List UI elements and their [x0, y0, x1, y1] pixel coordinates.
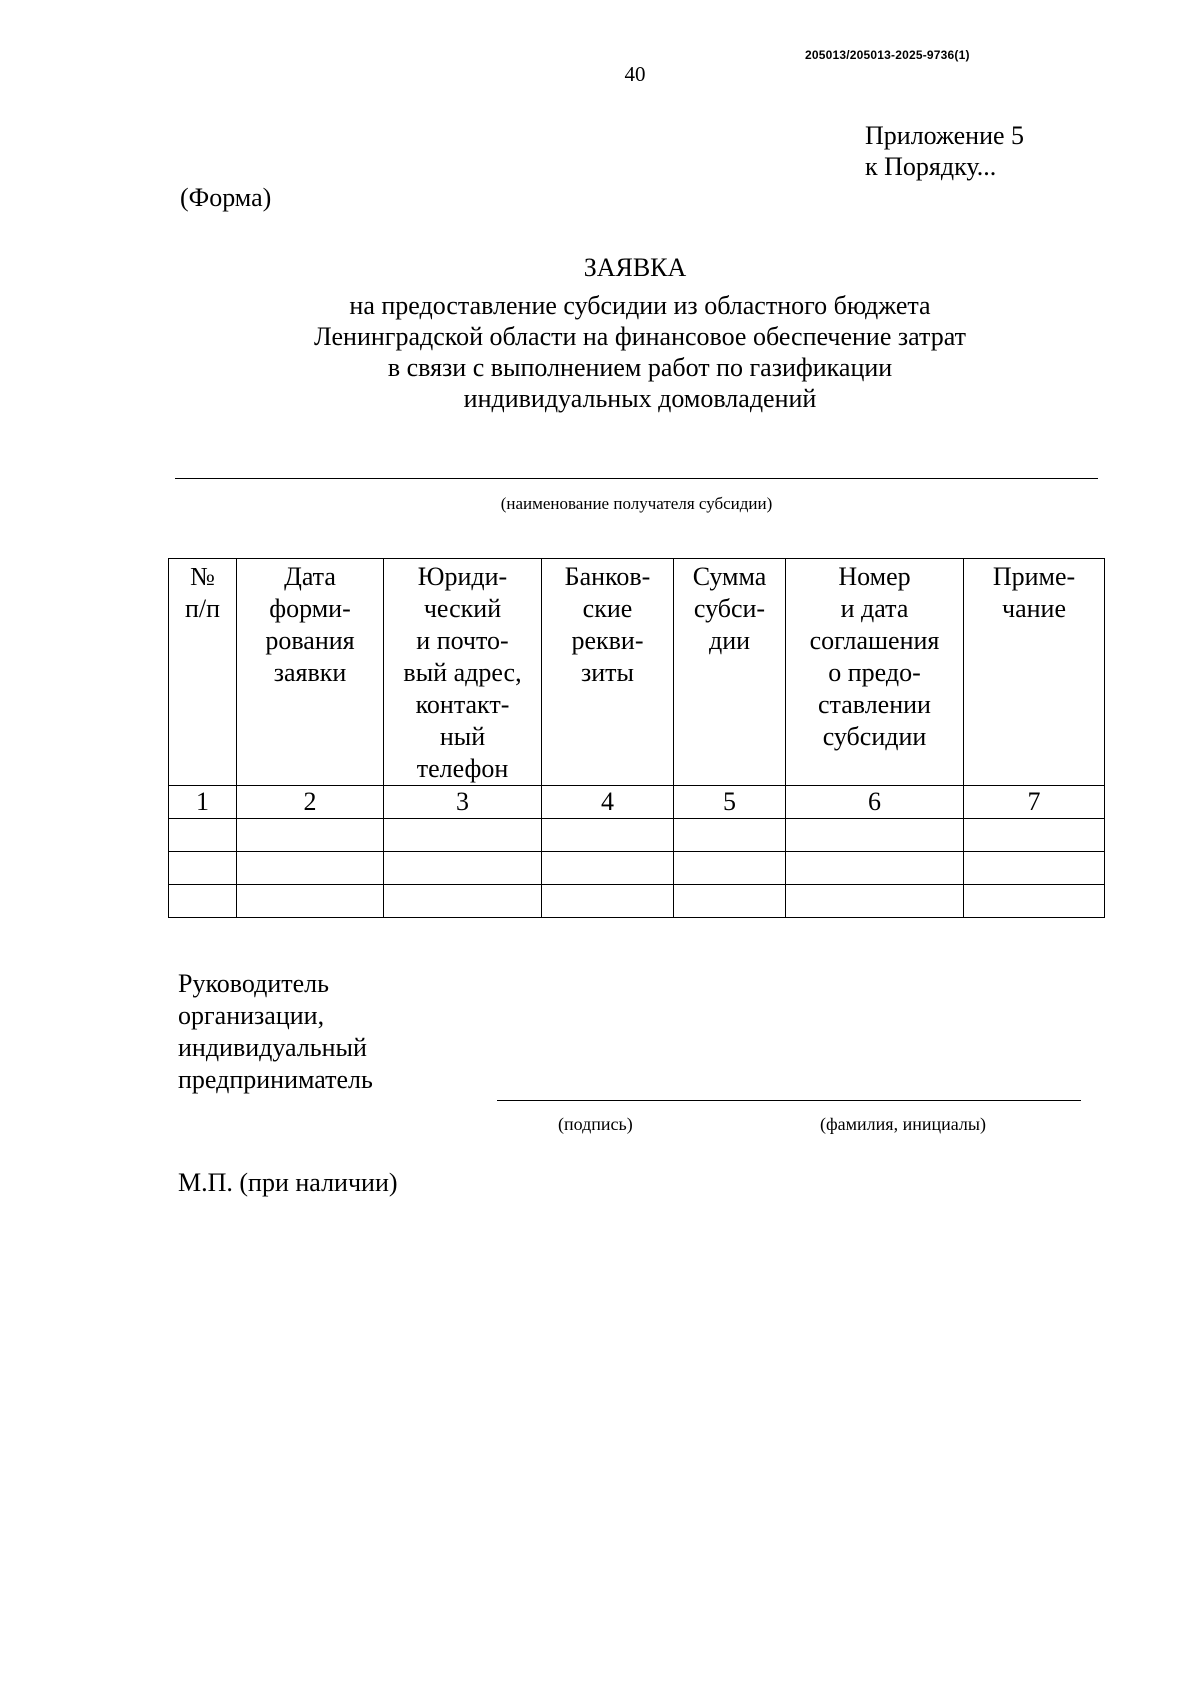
- empty-cell: [384, 819, 542, 852]
- header-line: рекви-: [571, 626, 644, 655]
- empty-cell: [674, 819, 786, 852]
- table-number-row: [169, 786, 1105, 819]
- header-line: Юриди-: [417, 562, 508, 591]
- document-subtitle: [180, 290, 1100, 414]
- empty-cell: [237, 885, 384, 918]
- header-line: о предо-: [828, 658, 921, 687]
- header-line: чание: [1002, 594, 1066, 623]
- signer-title: [178, 968, 373, 1096]
- header-cell: [237, 559, 384, 786]
- signature-caption: (подпись): [558, 1114, 633, 1134]
- header-line: Дата: [284, 562, 336, 591]
- document-id: 205013/205013-2025-9736(1): [805, 48, 970, 62]
- column-number: 7: [964, 786, 1105, 819]
- empty-cell: [542, 819, 674, 852]
- stamp-place: М.П. (при наличии): [178, 1168, 398, 1197]
- header-line: п/п: [184, 594, 221, 623]
- empty-cell: [964, 885, 1105, 918]
- empty-cell: [786, 819, 964, 852]
- column-number: 1: [169, 786, 237, 819]
- header-line: ческий: [423, 594, 502, 623]
- header-line: телефон: [416, 754, 509, 783]
- table-row: [169, 852, 1105, 885]
- annex-reference: [865, 120, 1024, 182]
- empty-cell: [542, 852, 674, 885]
- empty-cell: [786, 852, 964, 885]
- header-line: и почто-: [416, 626, 509, 655]
- column-number: 6: [786, 786, 964, 819]
- header-line: форми-: [269, 594, 351, 623]
- empty-cell: [237, 819, 384, 852]
- empty-cell: [674, 885, 786, 918]
- empty-cell: [169, 885, 237, 918]
- header-line: ские: [582, 594, 633, 623]
- signer-line-3: индивидуальный: [178, 1033, 367, 1062]
- header-line: ный: [439, 722, 486, 751]
- header-line: субси-: [693, 594, 766, 623]
- empty-cell: [384, 852, 542, 885]
- empty-cell: [169, 819, 237, 852]
- header-cell: [384, 559, 542, 786]
- header-line: дии: [708, 626, 751, 655]
- empty-cell: [384, 885, 542, 918]
- column-number: 4: [542, 786, 674, 819]
- header-cell: [786, 559, 964, 786]
- empty-cell: [542, 885, 674, 918]
- recipient-caption: (наименование получателя субсидии): [500, 494, 773, 513]
- application-table: [168, 558, 1105, 918]
- annex-line-1: Приложение 5: [865, 121, 1025, 150]
- empty-cell: [237, 852, 384, 885]
- subtitle-line-4: индивидуальных домовладений: [463, 384, 817, 413]
- table-header-row: [169, 559, 1105, 786]
- name-caption: (фамилия, инициалы): [820, 1114, 986, 1134]
- header-cell: [674, 559, 786, 786]
- signature-line: [497, 1100, 1081, 1101]
- subtitle-line-2: Ленинградской области на финансовое обеспечение затрат: [314, 322, 966, 351]
- header-line: рования: [265, 626, 355, 655]
- header-cell: [964, 559, 1105, 786]
- document-title: ЗАЯВКА: [583, 253, 687, 282]
- header-line: Приме-: [992, 562, 1076, 591]
- signer-line-4: предприниматель: [178, 1065, 373, 1094]
- header-line: Номер: [838, 562, 911, 591]
- annex-line-2: к Порядку...: [865, 152, 997, 181]
- table-row: [169, 885, 1105, 918]
- signer-line-2: организации,: [178, 1001, 325, 1030]
- empty-cell: [169, 852, 237, 885]
- header-cell: [542, 559, 674, 786]
- empty-cell: [674, 852, 786, 885]
- header-line: Сумма: [692, 562, 767, 591]
- empty-cell: [786, 885, 964, 918]
- column-number: 3: [384, 786, 542, 819]
- subtitle-line-3: в связи с выполнением работ по газификации: [387, 353, 893, 382]
- empty-cell: [964, 852, 1105, 885]
- header-line: Банков-: [564, 562, 651, 591]
- signer-line-1: Руководитель: [178, 969, 329, 998]
- header-line: ставлении: [818, 690, 931, 719]
- header-line: соглашения: [809, 626, 940, 655]
- header-line: контакт-: [415, 690, 510, 719]
- empty-cell: [964, 819, 1105, 852]
- table-row: [169, 819, 1105, 852]
- page-number: 40: [624, 62, 646, 86]
- header-line: заявки: [273, 658, 347, 687]
- column-number: 5: [674, 786, 786, 819]
- header-line: вый адрес,: [403, 658, 522, 687]
- recipient-name-line: [175, 478, 1098, 479]
- header-cell: [169, 559, 237, 786]
- subtitle-line-1: на предоставление субсидии из областного бюджета: [349, 291, 931, 320]
- header-line: №: [190, 562, 215, 591]
- header-line: зиты: [580, 658, 634, 687]
- column-number: 2: [237, 786, 384, 819]
- form-label: (Форма): [180, 183, 272, 212]
- header-line: субсидии: [822, 722, 927, 751]
- header-line: и дата: [840, 594, 909, 623]
